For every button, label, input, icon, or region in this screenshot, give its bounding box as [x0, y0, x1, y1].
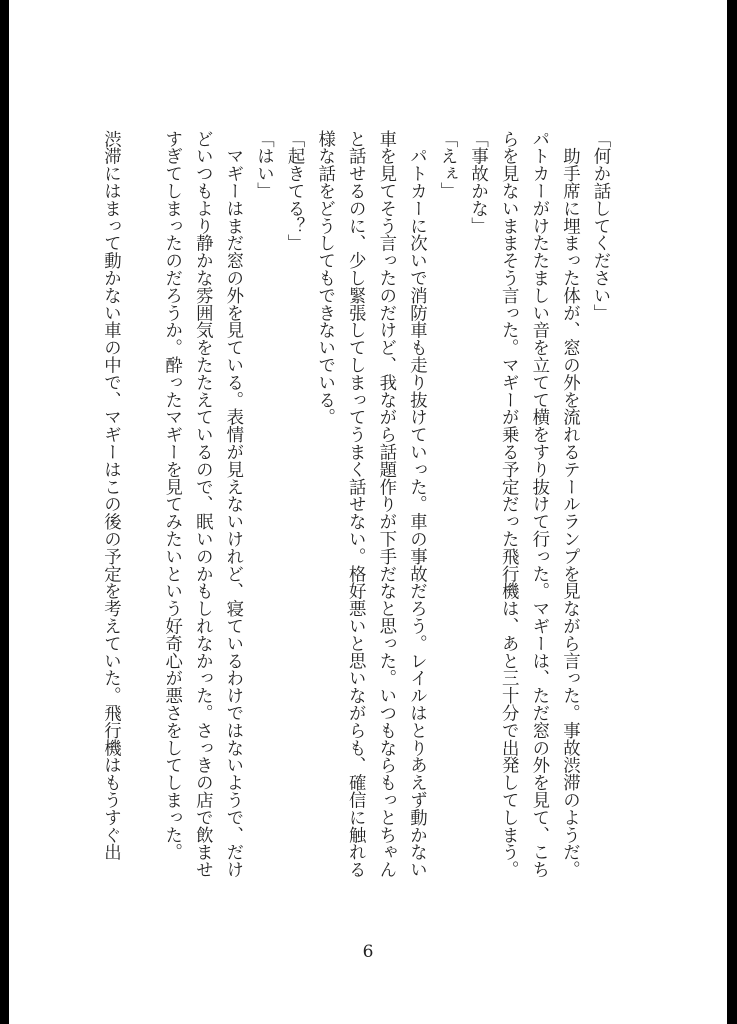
blank-line: [126, 130, 157, 910]
vertical-text-body: [95, 130, 615, 910]
text-line: 「えぇ」: [437, 130, 458, 200]
page-number: 6: [362, 942, 374, 962]
text-line: 「事故かな」: [467, 130, 488, 235]
text-line: 「何か話してください」: [590, 130, 610, 322]
text-line: 車を見てそう言ったのだけど、我ながら話題作りが下手だなと思った。いつもならもっとちゃん: [375, 130, 396, 879]
text-line: 様な話をどうしてもできないでいる。: [314, 130, 335, 426]
text-line: 助手席に埋まった体が、窓の外を流れるテールランプを見ながら言った。事故渋滞のようだ。: [559, 130, 580, 879]
text-line: パトカーに次いで消防車も走り抜けていった。車の事故だろう。レイルはとりあえず動かない: [406, 130, 427, 879]
text-line: どいつもより静かな雰囲気をたたえているので、眠いのかもしれなかった。さっきの店で飲ませ: [192, 130, 213, 879]
text-line: 「起きてる？」: [284, 130, 305, 252]
book-page: [9, 0, 727, 1024]
text-line: らを見ないままそう言った。マギーが乗る予定だった飛行機は、あと三十分で出発してしまう。: [498, 130, 519, 879]
text-line: 渋滞にはまって動かない車の中で、マギーはこの後の予定を考えていた。飛行機はもうすぐ出: [100, 130, 121, 861]
text-line: 「はい」: [253, 130, 274, 200]
text-line: パトカーがけたたましい音を立てて横をすり抜けて行った。マギーは、ただ窓の外を見て、こち: [528, 130, 549, 879]
text-line: マギーはまだ窓の外を見ている。表情が見えないけれど、寝ているわけではないようで、だけ: [222, 130, 243, 879]
text-line: すぎてしまったのだろうか。酔ったマギーを見てみたいという好奇心が悪さをしてしまった。: [161, 130, 182, 861]
text-line: と話せるのに、少し緊張してしまってうまく話せない。格好悪いと思いながらも、確信に触れる: [345, 130, 366, 879]
